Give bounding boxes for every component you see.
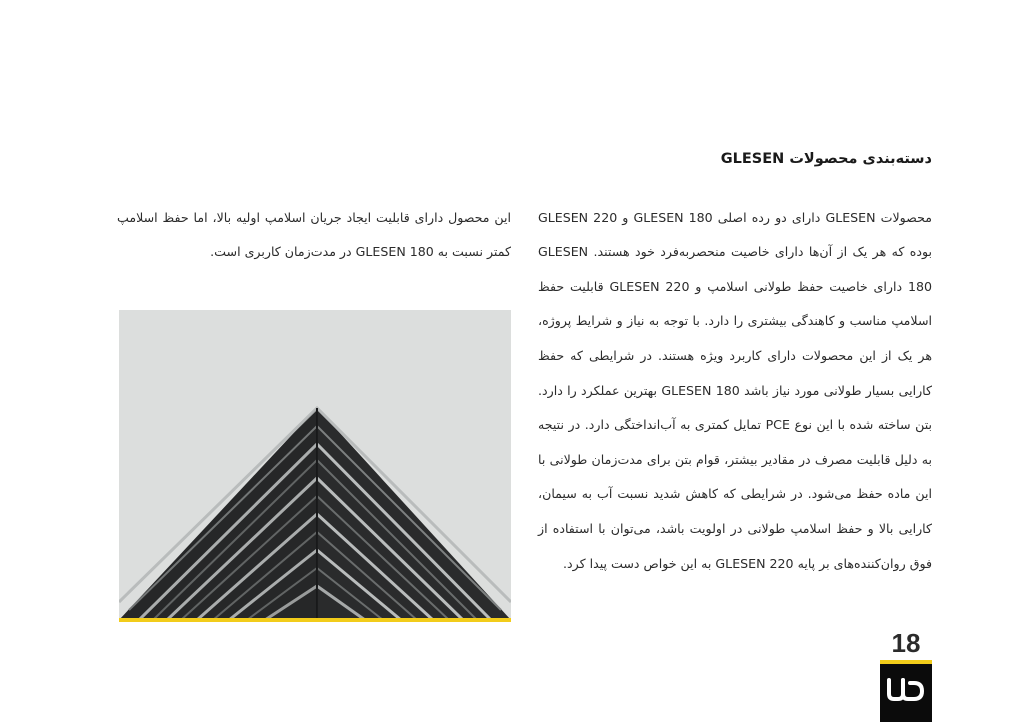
- logo-accent-stripe: [880, 660, 932, 664]
- main-paragraph: محصولات GLESEN دارای دو رده اصلی GLESEN 180 و GLESEN 220 بوده که هر یک از آن‌ها دارای خاصیت منحصربه‌فرد خود هستند. GLESEN 180 دارای خاصیت حفظ طولانی اسلامپ و GLESEN 220 قابلیت حفظ اسلامپ مناسب و کاهندگی بیشتری را دارد. با توجه به نیاز و شرایط پروژه، هر یک از این محصولات دارای کاربرد ویژه هستند. در شرایطی که حفظ کارایی بسیار طولانی مورد نیاز باشد GLESEN 180 بهترین عملکرد را دارد. بتن ساخته شده با این نوع PCE تمایل کمتری به آب‌انداختگی دارد. در نتیجه به دلیل قابلیت مصرف در مقادیر بیشتر، قوام بتن برای مدت‌زمان طولانی با این ماده حفظ می‌شود. در شرایطی که کاهش شدید نسبت آب به سیمان، کارایی بالا و حفظ اسلامپ طولانی در اولویت باشد، می‌توان با استفاده از فوق روان‌کننده‌های بر پایه GLESEN 220 به این خواص دست پیدا کرد.: [538, 209, 932, 571]
- brand-logo: [880, 660, 932, 722]
- page-number: 18: [891, 628, 921, 658]
- side-paragraph: این محصول دارای قابلیت ایجاد جریان اسلامپ اولیه بالا، اما حفظ اسلامپ کمتر نسبت به GLESEN 180 در مدت‌زمان کاربری است.: [117, 209, 511, 260]
- section-title: دسته‌بندی محصولات GLESEN: [720, 151, 932, 167]
- photo-accent-bar: [119, 618, 511, 622]
- brand-logo-icon: [886, 674, 926, 704]
- building-photo: [119, 310, 511, 620]
